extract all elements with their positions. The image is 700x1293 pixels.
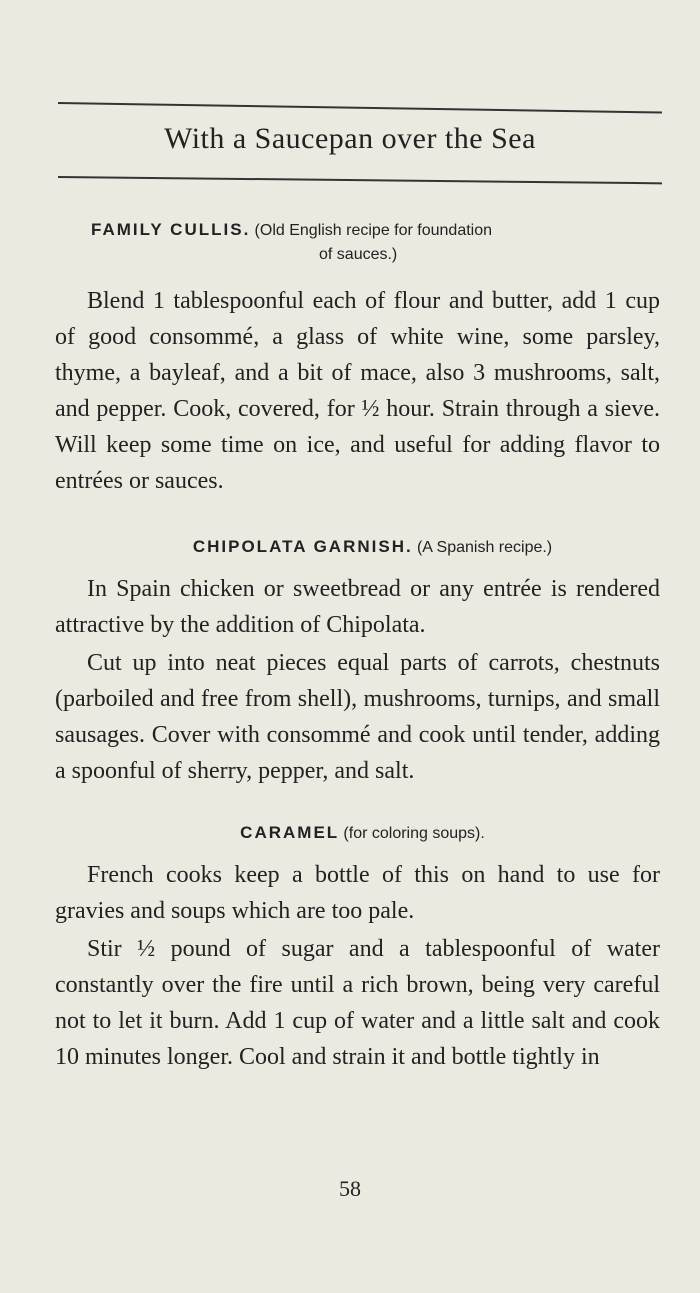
recipe-title: CARAMEL	[240, 823, 340, 842]
recipe-heading-family-cullis	[91, 218, 660, 267]
recipe-note: (A Spanish recipe.)	[416, 539, 553, 556]
recipe-heading-chipolata-garnish	[55, 537, 660, 557]
recipe-paragraph: Cut up into neat pieces equal parts of carrots, chestnuts (parboiled and free from shell), mushrooms, turnips, and small sausages. Cover with consommé and cook until tender, adding a spoonful of sherry, pepper, and salt.	[55, 650, 660, 784]
recipe-paragraph: Stir ½ pound of sugar and a tablespoonful of water constantly over the fire until a rich brown, being very careful not to let it burn. Add 1 cup of water and a little salt and cook 10 minutes longer. Cool and strain it and bottle tightly in	[55, 936, 660, 1070]
page-content	[55, 218, 660, 1075]
recipe-title: CHIPOLATA GARNISH.	[192, 537, 413, 556]
header-rule	[58, 176, 662, 184]
recipe-title: FAMILY CULLIS.	[91, 220, 251, 239]
recipe-paragraph: In Spain chicken or sweetbread or any entrée is rendered attractive by the addition of Chipolata.	[55, 576, 660, 638]
running-head: With a Saucepan over the Sea	[164, 122, 536, 155]
recipe-note: (for coloring soups).	[343, 825, 485, 842]
recipe-note: (Old English recipe for foundation	[254, 222, 493, 239]
top-rule	[58, 102, 662, 113]
recipe-heading-caramel	[55, 823, 660, 843]
recipe-paragraph: French cooks keep a bottle of this on hand to use for gravies and soups which are too pale.	[55, 862, 660, 924]
recipe-note-continued: of sauces.)	[319, 246, 398, 263]
recipe-paragraph: Blend 1 tablespoonful each of flour and butter, add 1 cup of good consommé, a glass of white wine, some parsley, thyme, a bayleaf, and a bit of mace, also 3 mushrooms, salt, and pepper. Cook, covered, for ½ hour. Strain through a sieve. Will keep some time on ice, and useful for adding flavor to entrées or sauces.	[55, 288, 660, 494]
page-number: 58	[339, 1176, 361, 1201]
